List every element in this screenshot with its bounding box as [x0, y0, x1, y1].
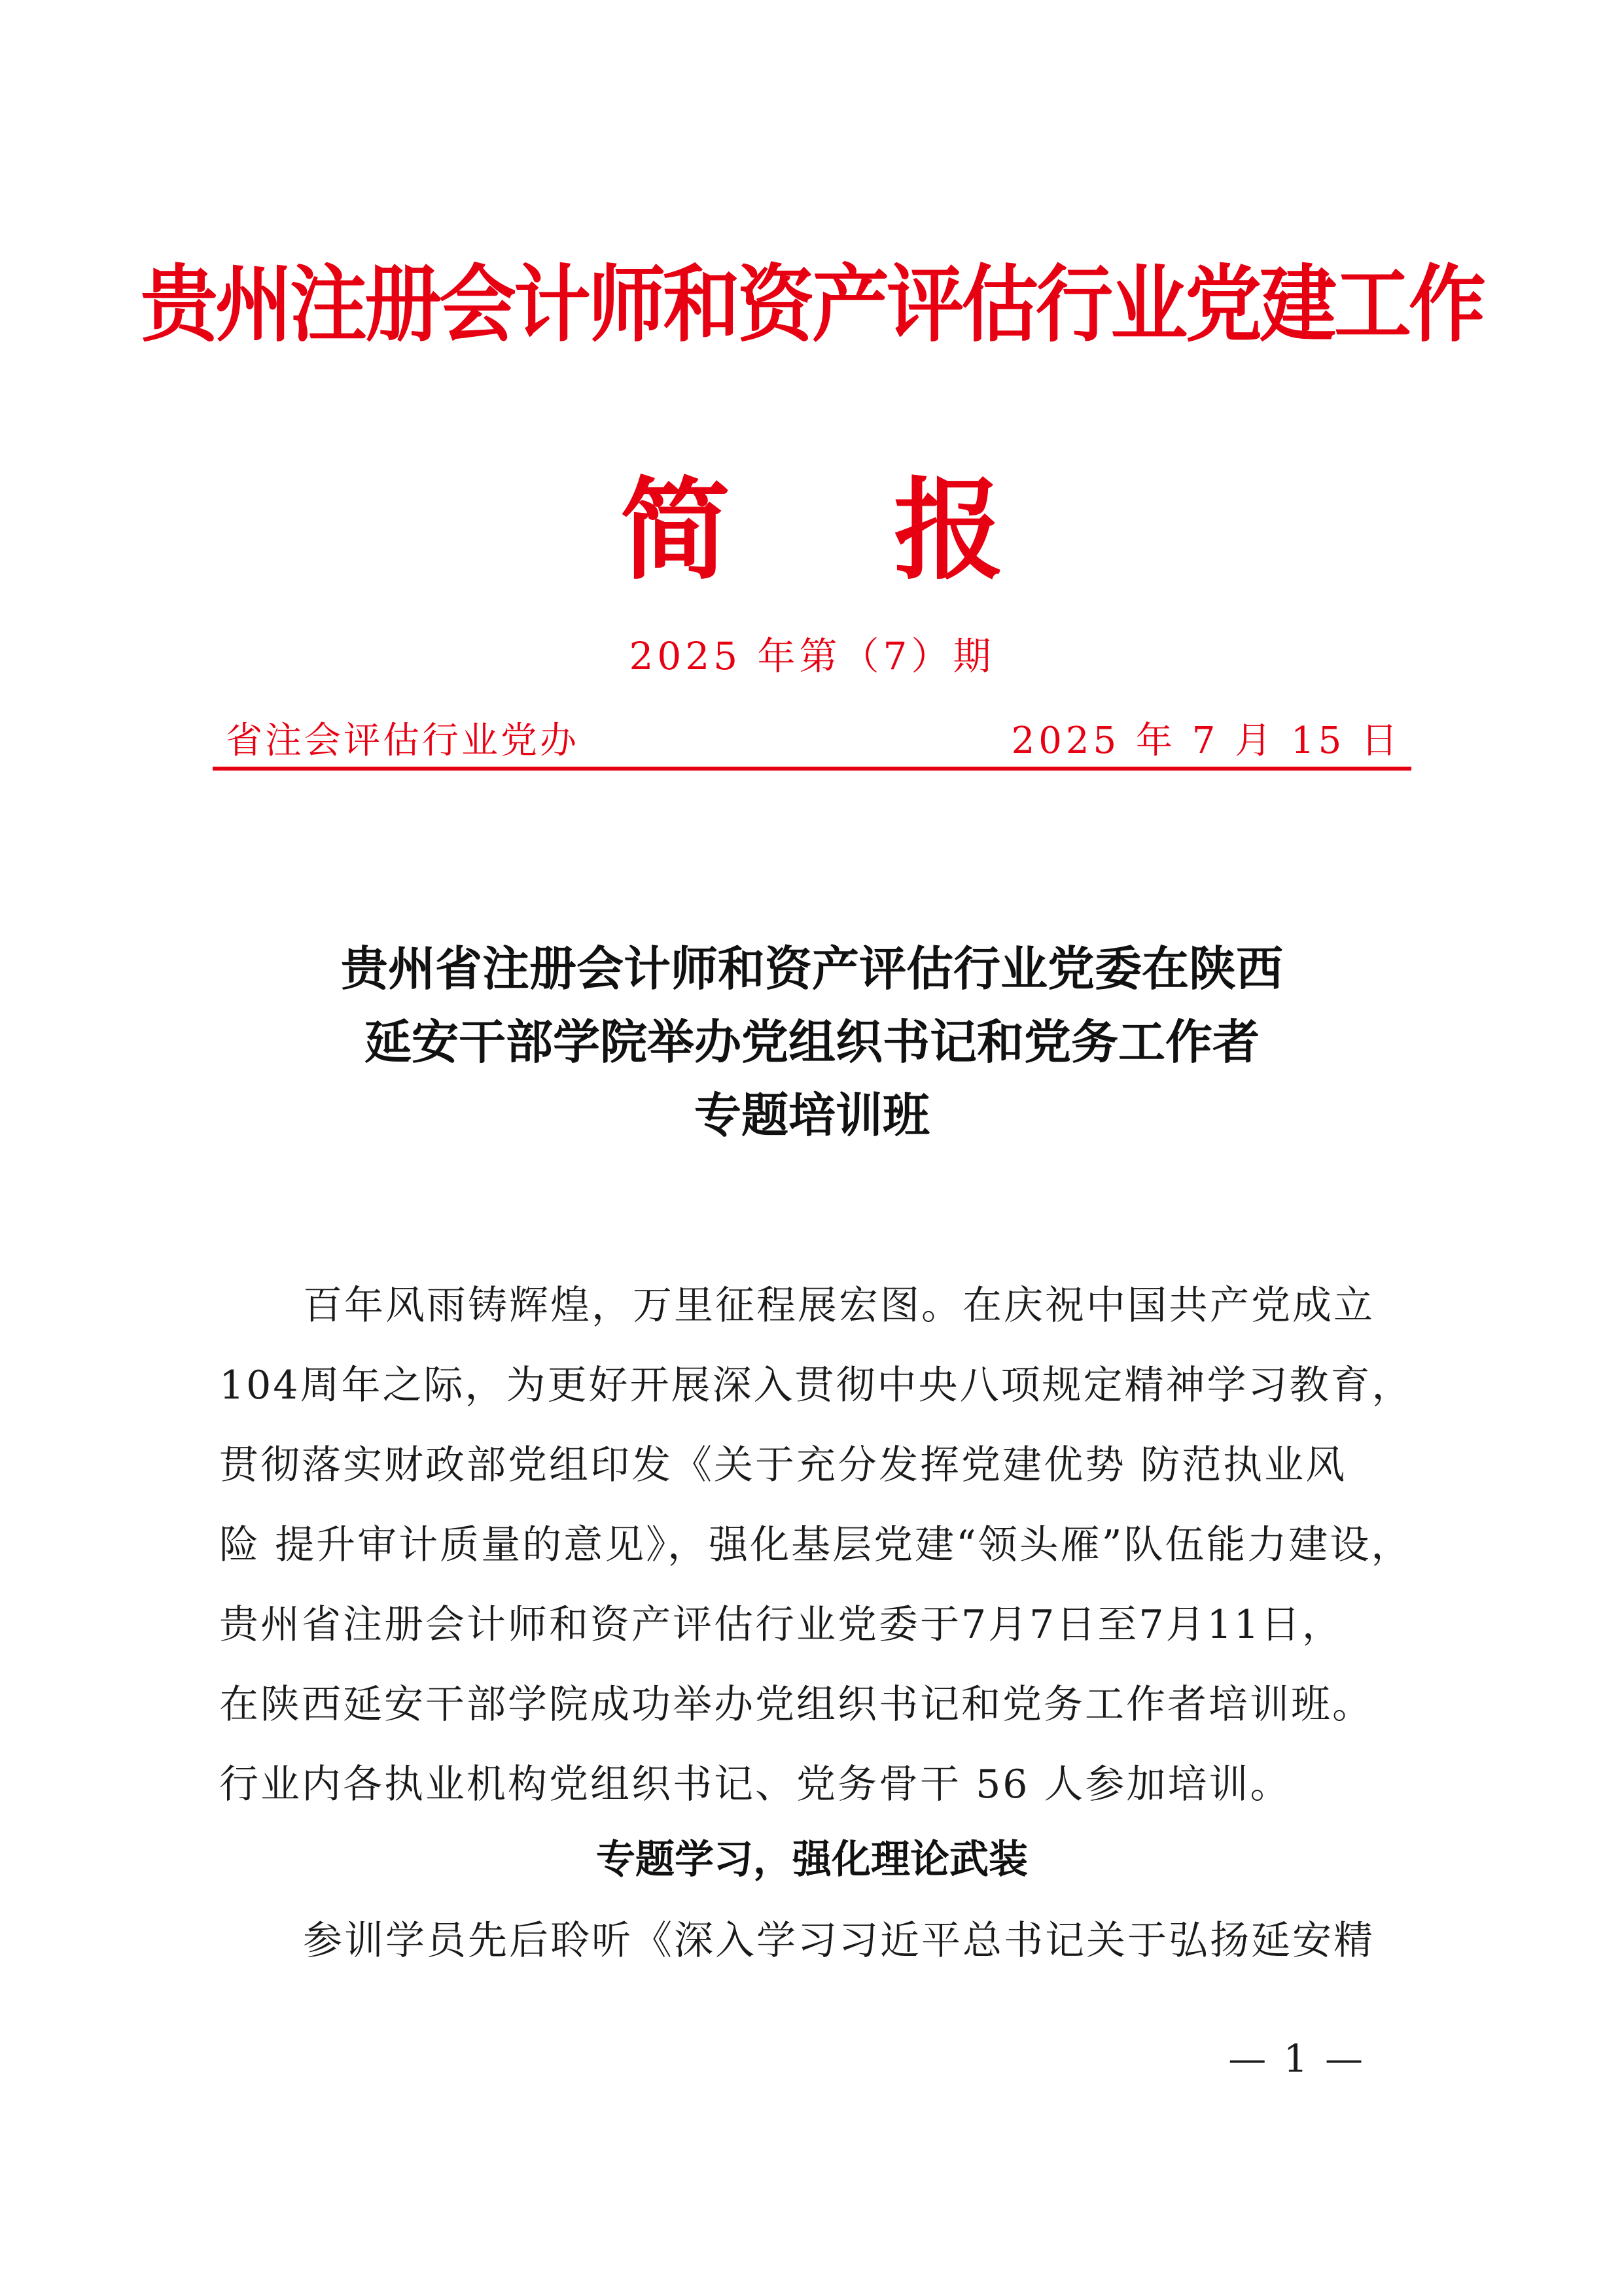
masthead-title: 贵州注册会计师和资产评估行业党建工作	[140, 254, 1483, 353]
article-title-line: 贵州省注册会计师和资产评估行业党委在陕西	[340, 941, 1283, 996]
article-title-line: 专题培训班	[694, 1088, 930, 1143]
paragraph-line: 104周年之际，为更好开展深入贯彻中央八项规定精神学习教育，	[219, 1363, 1413, 1408]
red-divider-line	[213, 767, 1411, 771]
article-title-line: 延安干部学院举办党组织书记和党务工作者	[364, 1015, 1260, 1070]
paragraph-line: 百年风雨铸辉煌，万里征程展宏图。在庆祝中国共产党成立	[303, 1283, 1375, 1329]
paragraph-line: 贯彻落实财政部党组印发《关于充分发挥党建优势 防范执业风	[219, 1442, 1347, 1488]
paragraph-line: 在陕西延安干部学院成功举办党组织书记和党务工作者培训班。	[219, 1682, 1373, 1728]
masthead-subtitle	[0, 465, 1624, 595]
article-title	[196, 932, 1428, 1152]
issuer-label: 省注会评估行业党办	[226, 720, 579, 762]
issue-number: 2025 年第（7）期	[629, 634, 995, 678]
masthead-subtitle-char-1: 简	[620, 465, 730, 595]
issue-date: 2025 年 7 月 15 日	[1011, 720, 1402, 762]
page-number: — 1 —	[1228, 2036, 1366, 2081]
paragraph-line: 贵州省注册会计师和资产评估行业党委于7月7日至7月11日，	[219, 1602, 1343, 1648]
paragraph-line: 险 提升审计质量的意见》，强化基层党建“领头雁”队伍能力建设，	[219, 1522, 1413, 1568]
article-paragraph-1	[219, 1266, 1413, 1824]
article-paragraph-2: 参训学员先后聆听《深入学习习近平总书记关于弘扬延安精	[303, 1918, 1375, 1964]
section-heading: 专题学习，强化理论武装	[596, 1837, 1028, 1883]
masthead-subtitle-char-2: 报	[894, 465, 1004, 595]
paragraph-line: 行业内各执业机构党组织书记、党务骨干 56 人参加培训。	[219, 1762, 1292, 1807]
